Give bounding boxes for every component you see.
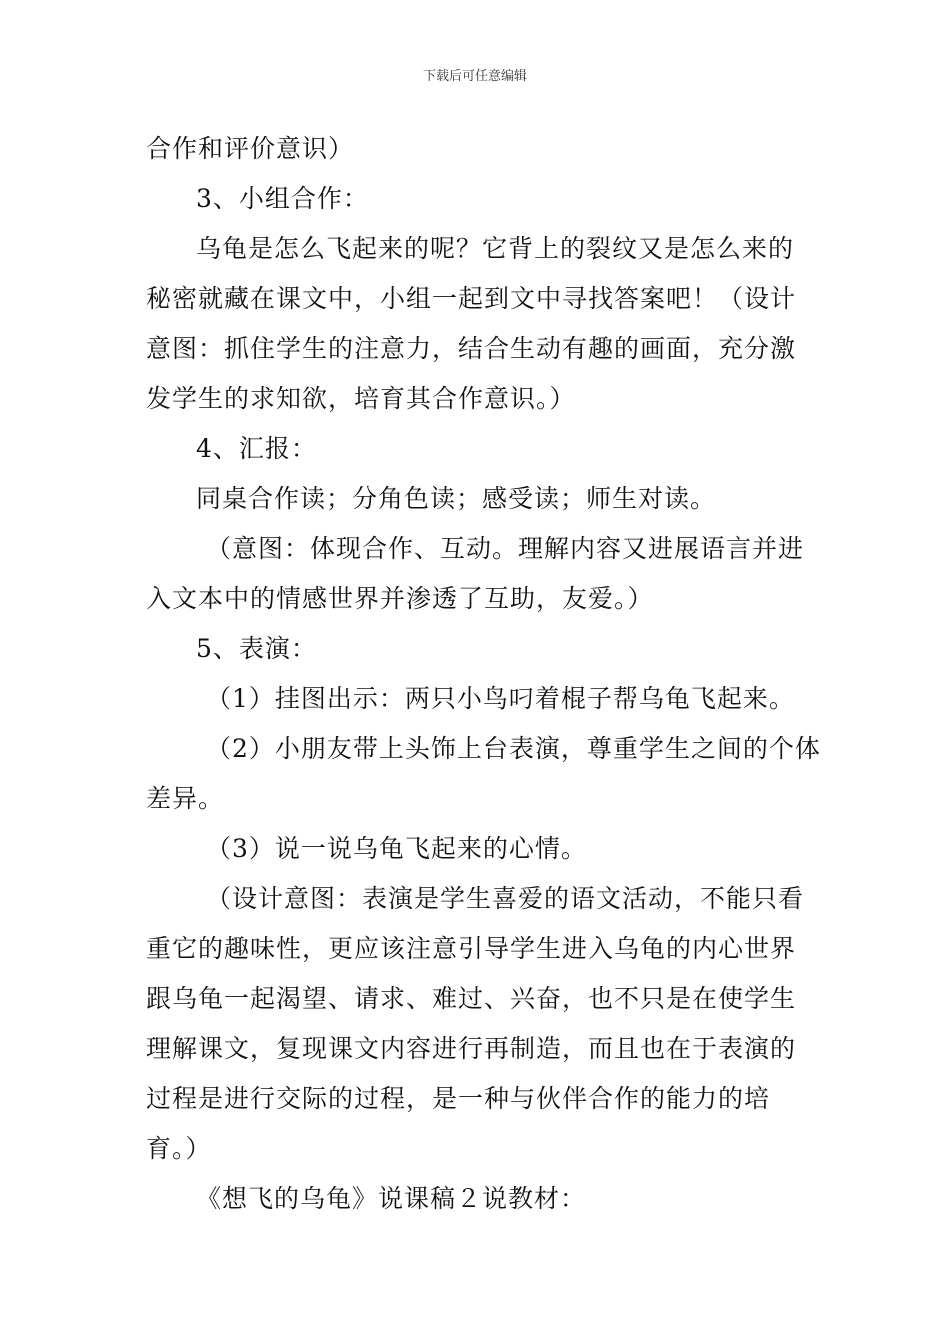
text-line: 差异。	[146, 784, 225, 813]
text-line: （2）小朋友带上头饰上台表演，尊重学生之间的个体	[206, 734, 821, 763]
text-line: （3）说一说乌龟飞起来的心情。	[206, 834, 587, 863]
text-line: 合作和评价意识）	[146, 134, 355, 163]
text-line: 意图：抓住学生的注意力，结合生动有趣的画面，充分激	[146, 334, 797, 363]
text-line: （意图：体现合作、互动。理解内容又进展语言并进	[206, 534, 805, 563]
text-line: 同桌合作读；分角色读；感受读；师生对读。	[196, 484, 717, 513]
section-heading: 5、表演：	[196, 634, 317, 663]
text-line: 乌龟是怎么飞起来的呢？它背上的裂纹又是怎么来的	[196, 234, 795, 263]
text-line: 理解课文，复现课文内容进行再制造，而且也在于表演的	[146, 1034, 797, 1063]
text-line: 育。）	[146, 1134, 212, 1163]
text-line: 过程是进行交际的过程，是一种与伙伴合作的能力的培	[146, 1084, 771, 1113]
text-line: 入文本中的情感世界并渗透了互助，友爱。）	[146, 584, 654, 613]
text-line: （设计意图：表演是学生喜爱的语文活动，不能只看	[206, 884, 805, 913]
text-line: 跟乌龟一起渴望、请求、难过、兴奋，也不只是在使学生	[146, 984, 797, 1013]
page-header: 下载后可任意编辑	[422, 69, 527, 84]
text-line: （1）挂图出示：两只小鸟叼着棍子帮乌龟飞起来。	[206, 684, 795, 713]
text-line: 发学生的求知欲，培育其合作意识。）	[146, 384, 576, 413]
text-line: 秘密就藏在课文中，小组一起到文中寻找答案吧！（设计	[146, 284, 797, 313]
text-line: 重它的趣味性，更应该注意引导学生进入乌龟的内心世界	[146, 934, 797, 963]
section-heading: 3、小组合作：	[196, 184, 369, 213]
section-heading: 4、汇报：	[196, 434, 317, 463]
section-heading: 《想飞的乌龟》说课稿２说教材：	[196, 1184, 587, 1213]
